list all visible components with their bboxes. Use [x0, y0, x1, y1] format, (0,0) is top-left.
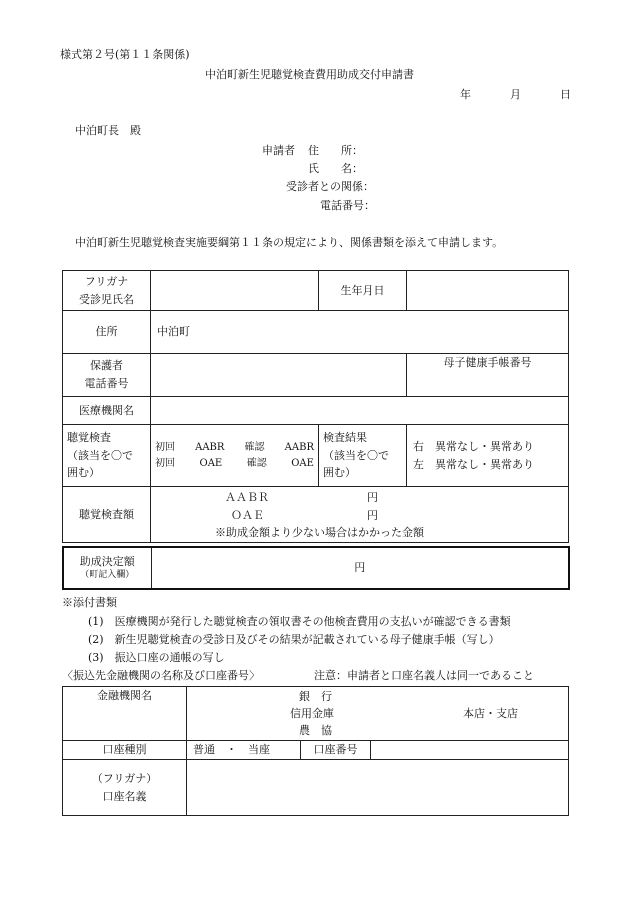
birthdate-field[interactable] — [407, 271, 569, 311]
fee-oae: ＯＡＥ — [231, 508, 264, 522]
statement: 中泊町新生児聴覚検査実施要綱第１１条の規定により、関係書類を添えて申請します。 — [75, 236, 504, 249]
main-table — [62, 270, 569, 543]
guardian-label: 保護者 電話番号 — [63, 354, 151, 397]
form-title: 中泊町新生児聴覚検査費用助成交付申請書 — [205, 68, 414, 81]
attachments-heading: ※添付書類 — [62, 596, 117, 609]
grant-label: 助成決定額 （町記入欄） — [63, 547, 151, 589]
maternal-notebook-label[interactable]: 母子健康手帳番号 — [407, 354, 569, 397]
grant-table — [62, 546, 570, 590]
bank-notice: 注意：申請者と口座名義人は同一であること — [314, 669, 534, 682]
fee-oae-yen: 円 — [367, 508, 378, 522]
addressee: 中泊町長 殿 — [75, 124, 141, 137]
applicant-address-label: 住 所： — [308, 144, 363, 157]
date-day: 日 — [560, 88, 571, 101]
applicant-prefix: 申請者 — [262, 144, 295, 157]
bank-heading: 〈振込先金融機関の名称及び口座番号〉 — [62, 669, 260, 682]
applicant-phone-label: 電話番号： — [320, 199, 375, 212]
fee-label: 聴覚検査額 — [63, 487, 151, 543]
result-label: 検査結果 （該当を〇で 囲む） — [319, 425, 407, 487]
address-field[interactable]: 中泊町 — [151, 311, 569, 354]
fee-note: ※助成金額より少ない場合はかかった金額 — [215, 525, 424, 539]
type-bank: 銀 行 — [299, 689, 332, 703]
type-cooperative: 農 協 — [299, 723, 332, 737]
bank-table — [62, 686, 569, 816]
account-holder-field[interactable] — [187, 760, 569, 816]
institution-name-field[interactable] — [187, 687, 569, 741]
grant-field[interactable]: 円 — [151, 547, 569, 589]
patient-name-field[interactable] — [151, 271, 319, 311]
account-type-label: 口座種別 — [63, 741, 187, 760]
fee-aabr: ＡＡＢＲ — [225, 490, 269, 504]
date-month: 月 — [510, 88, 521, 101]
account-number-label: 口座番号 — [301, 741, 371, 760]
birthdate-label: 生年月日 — [319, 271, 407, 311]
attachment-item-3: (3) 振込口座の通帳の写し — [88, 651, 225, 664]
institution-field[interactable] — [151, 397, 569, 425]
account-number-field[interactable] — [371, 741, 569, 760]
date-year: 年 — [460, 88, 471, 101]
institution-label: 医療機関名 — [63, 397, 151, 425]
patient-name-label: フリガナ 受診児氏名 — [63, 271, 151, 311]
guardian-field[interactable] — [151, 354, 407, 397]
result-options[interactable]: 右 異常なし・異常あり 左 異常なし・異常あり — [407, 425, 569, 487]
fee-field[interactable] — [151, 487, 569, 543]
fee-aabr-yen: 円 — [367, 490, 378, 504]
account-type-options[interactable]: 普通 ・ 当座 — [187, 741, 301, 760]
institution-name-label: 金融機関名 — [63, 687, 187, 741]
branch-type: 本店・支店 — [463, 706, 518, 720]
hearing-test-options[interactable]: 初回 AABR 確認 AABR 初回 OAE 確認 OAE — [151, 425, 319, 487]
attachment-item-1: (1) 医療機関が発行した聴覚検査の領収書その他検査費用の支払いが確認できる書類 — [88, 615, 511, 628]
applicant-relation-label: 受診者との関係： — [286, 180, 374, 193]
applicant-name-label: 氏 名： — [308, 162, 363, 175]
attachment-item-2: (2) 新生児聴覚検査の受診日及びその結果が記載されている母子健康手帳（写し） — [88, 633, 500, 646]
hearing-test-label: 聴覚検査 （該当を〇で 囲む） — [63, 425, 151, 487]
type-credit-union: 信用金庫 — [290, 706, 334, 720]
account-holder-label: （フリガナ） 口座名義 — [63, 760, 187, 816]
address-label: 住所 — [63, 311, 151, 354]
form-number: 様式第２号(第１１条関係) — [60, 48, 190, 61]
